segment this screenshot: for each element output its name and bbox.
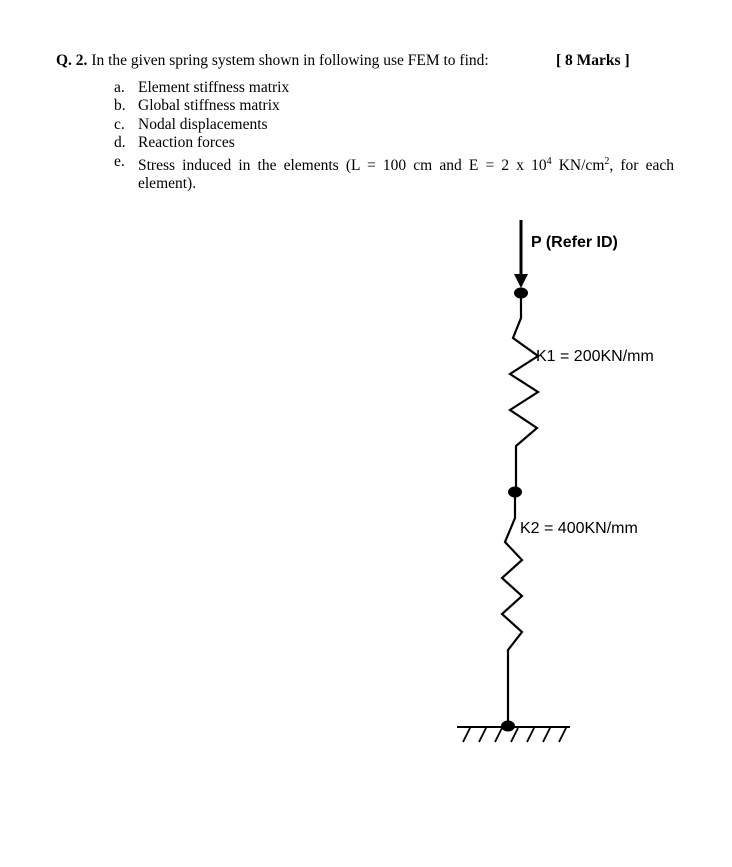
- task-text-part: , for each element).: [138, 156, 674, 193]
- exponent: 2: [604, 155, 610, 167]
- question-text: In the given spring system shown in following use FEM to find:: [91, 52, 489, 69]
- task-text: Element stiffness matrix: [138, 79, 290, 96]
- task-text: Reaction forces: [138, 134, 235, 152]
- exponent: 4: [546, 155, 552, 167]
- spring-1: [510, 293, 538, 488]
- load-arrow-head: [514, 274, 528, 288]
- marks-label: [ 8 Marks ]: [556, 52, 630, 69]
- task-letter: c.: [114, 115, 125, 133]
- question-number: Q. 2.: [56, 52, 88, 69]
- task-letter: d.: [114, 134, 126, 152]
- spring-2-label: K2 = 400KN/mm: [520, 520, 638, 537]
- load-label: P (Refer ID): [531, 234, 618, 251]
- task-letter: b.: [114, 97, 126, 115]
- task-letter: a.: [114, 79, 125, 96]
- ground-hatching: [463, 728, 566, 742]
- task-text-part: Stress induced in the elements (L = 100 cm and E = 2 x 10: [138, 156, 547, 174]
- task-text-part: KN/cm: [551, 156, 605, 174]
- spring-1-label: K1 = 200KN/mm: [536, 348, 654, 365]
- spring-2: [502, 492, 522, 722]
- task-text: Global stiffness matrix: [138, 97, 280, 115]
- task-letter: e.: [114, 152, 125, 170]
- task-text: Nodal displacements: [138, 115, 268, 133]
